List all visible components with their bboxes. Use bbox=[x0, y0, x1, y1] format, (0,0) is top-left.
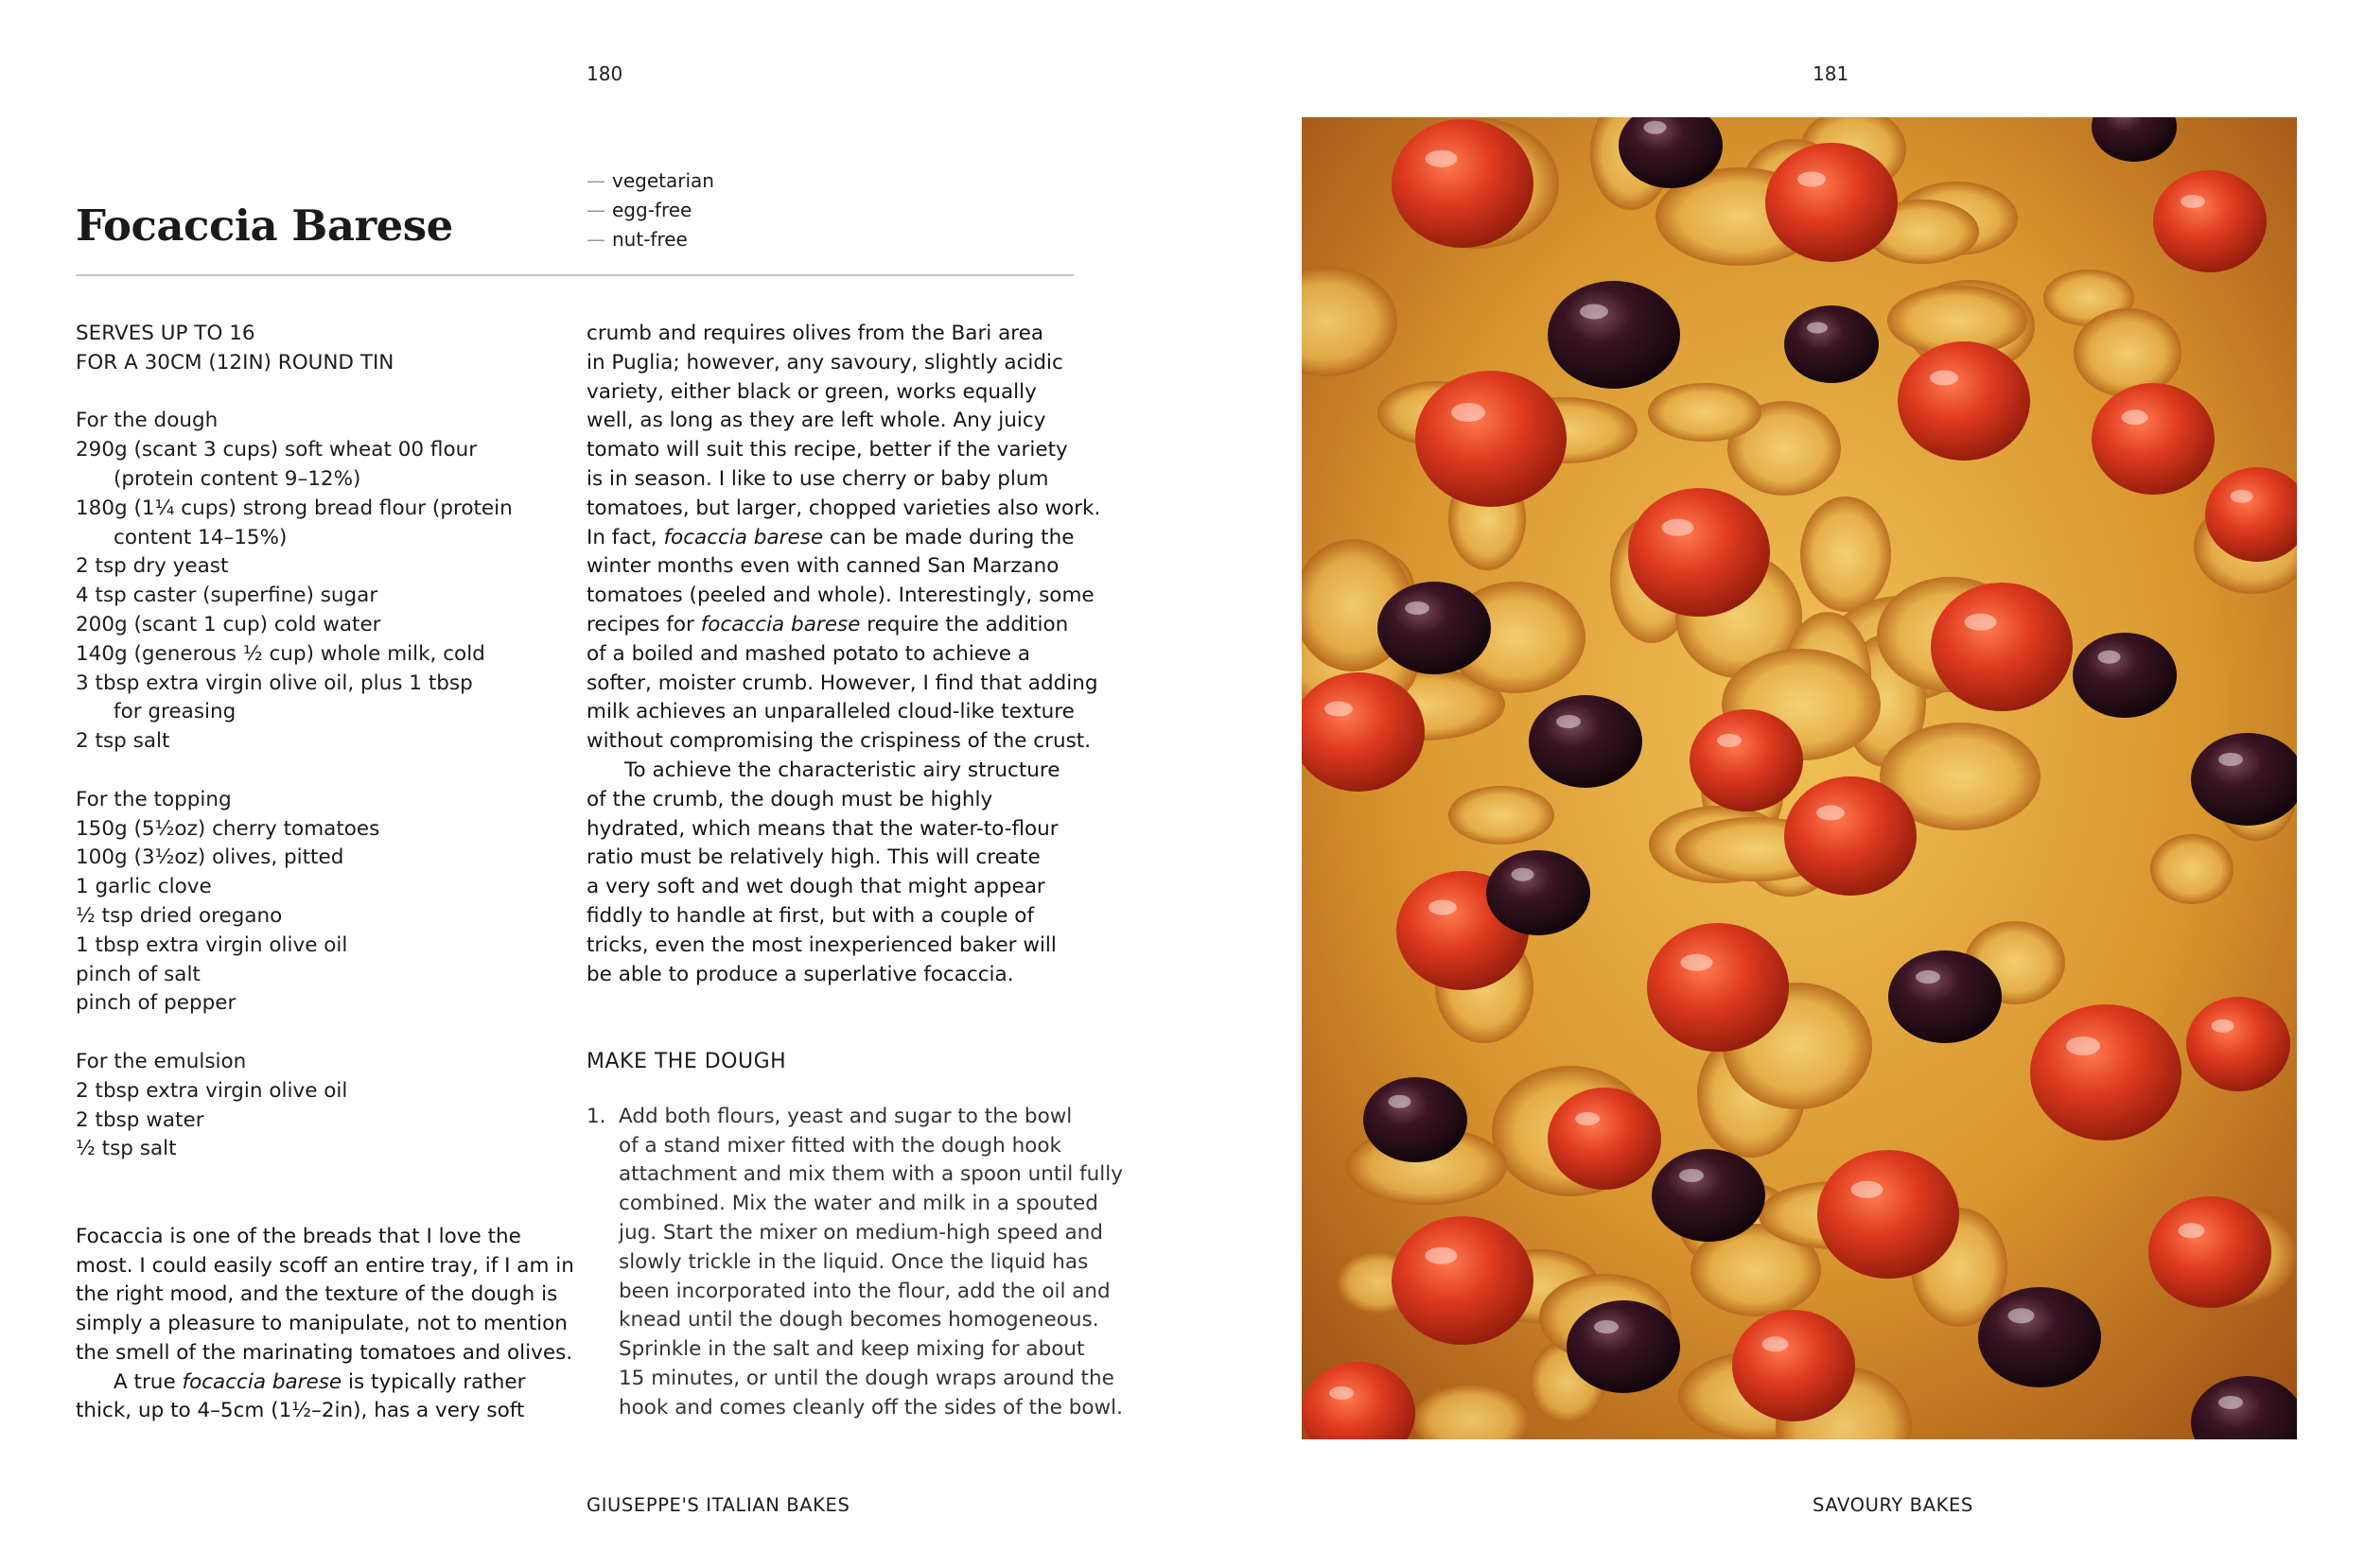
paragraph-line: tricks, even the most inexperienced baker will bbox=[587, 932, 1057, 957]
cherry-tomato bbox=[1690, 709, 1803, 811]
cherry-tomato bbox=[2148, 1196, 2271, 1308]
highlight bbox=[2212, 1019, 2234, 1033]
dough-ingredient-line: 4 tsp caster (superfine) sugar bbox=[76, 584, 378, 608]
highlight bbox=[1930, 371, 1958, 386]
highlight bbox=[1556, 715, 1581, 728]
cherry-tomato bbox=[1647, 923, 1789, 1052]
step-line: slowly trickle in the liquid. Once the liquid has bbox=[619, 1249, 1089, 1274]
step-line: hook and comes cleanly off the sides of the bowl. bbox=[619, 1395, 1123, 1420]
focaccia-photo bbox=[1302, 117, 2297, 1439]
cherry-tomato bbox=[1784, 776, 1917, 896]
cherry-tomato bbox=[1732, 1310, 1855, 1421]
dietary-tag: — egg-free bbox=[587, 199, 692, 221]
paragraph-line: variety, either black or green, works equally bbox=[587, 379, 1037, 404]
topping-ingredient-line: 1 tbsp extra virgin olive oil bbox=[76, 932, 348, 957]
paragraph-line: well, as long as they are left whole. Any juicy bbox=[587, 409, 1046, 433]
title-divider bbox=[76, 274, 1074, 276]
emulsion-ingredient-line: 2 tbsp water bbox=[76, 1107, 204, 1132]
paragraph-line: be able to produce a superlative focaccia. bbox=[587, 962, 1014, 986]
highlight bbox=[1580, 305, 1608, 320]
paragraph-line: fiddly to handle at first, but with a couple of bbox=[587, 903, 1035, 928]
paragraph-line: A true focaccia barese is typically rather bbox=[114, 1369, 526, 1394]
dough-dimple bbox=[2150, 834, 2234, 904]
highlight bbox=[1428, 900, 1457, 915]
topping-ingredient-line: ½ tsp dried oregano bbox=[76, 903, 283, 928]
highlight bbox=[1426, 1247, 1458, 1264]
focaccia-illustration bbox=[1302, 117, 2297, 1439]
highlight bbox=[1405, 601, 1429, 615]
emulsion-ingredient-line: 2 tbsp extra virgin olive oil bbox=[76, 1078, 348, 1103]
cherry-tomato bbox=[1415, 371, 1567, 507]
highlight bbox=[1451, 403, 1485, 422]
dough-dimple bbox=[1448, 786, 1554, 845]
paragraph-line: ratio must be relatively high. This will create bbox=[587, 845, 1041, 870]
dough-ingredient-line: 3 tbsp extra virgin olive oil, plus 1 tbsp bbox=[76, 671, 473, 695]
paragraph-line: Focaccia is one of the breads that I love the bbox=[76, 1224, 521, 1248]
paragraph-line: To achieve the characteristic airy structure bbox=[624, 758, 1060, 782]
highlight bbox=[1575, 1112, 1600, 1125]
highlight bbox=[2181, 195, 2205, 208]
paragraph-line: crumb and requires olives from the Bari area bbox=[587, 322, 1044, 345]
paragraph-line: tomato will suit this recipe, better if the variety bbox=[587, 438, 1068, 462]
cherry-tomato bbox=[1548, 1088, 1661, 1190]
highlight bbox=[1681, 954, 1713, 971]
highlight bbox=[1816, 806, 1845, 821]
paragraph-line: simply a pleasure to manipulate, not to mention bbox=[76, 1312, 568, 1336]
cherry-tomato bbox=[1898, 341, 2030, 461]
step-line: jug. Start the mixer on medium-high speed and bbox=[619, 1220, 1103, 1245]
highlight bbox=[1512, 868, 1534, 881]
highlight bbox=[1851, 1181, 1883, 1198]
highlight bbox=[1797, 172, 1826, 187]
paragraph-line: in Puglia; however, any savoury, slightly acidic bbox=[587, 350, 1063, 375]
highlight bbox=[1679, 1169, 1704, 1182]
topping-ingredient-line: 1 garlic clove bbox=[76, 875, 212, 899]
cherry-tomato bbox=[2186, 997, 2290, 1091]
dietary-tag: — nut-free bbox=[587, 228, 688, 251]
paragraph-line: the right mood, and the texture of the dough is bbox=[76, 1282, 558, 1307]
highlight bbox=[2098, 651, 2121, 664]
dough-dimple bbox=[2074, 308, 2181, 397]
olive bbox=[1567, 1300, 1680, 1393]
topping-ingredient-line: 100g (3½oz) olives, pitted bbox=[76, 845, 344, 870]
olive bbox=[1529, 695, 1642, 788]
olive bbox=[1377, 582, 1491, 674]
olive bbox=[1363, 1077, 1467, 1162]
dough-dimple bbox=[1800, 497, 1891, 612]
highlight bbox=[1324, 702, 1353, 717]
topping-heading: For the topping bbox=[76, 787, 232, 811]
cherry-tomato bbox=[2153, 170, 2267, 272]
method-step-1 bbox=[587, 1103, 1123, 1423]
step-line: Add both flours, yeast and sugar to the bowl bbox=[619, 1104, 1073, 1128]
step-text bbox=[619, 1103, 1123, 1423]
paragraph-line: tomatoes (peeled and whole). Interestingly, some bbox=[587, 584, 1095, 608]
paragraph-line: softer, moister crumb. However, I find that adding bbox=[587, 671, 1098, 695]
ingredients-column bbox=[76, 320, 577, 1426]
dough-ingredient-line: (protein content 9–12%) bbox=[114, 466, 361, 491]
highlight bbox=[2066, 1037, 2100, 1055]
dietary-tag: — vegetarian bbox=[587, 169, 714, 192]
intro-paragraph-left bbox=[76, 1223, 577, 1427]
dough-ingredient-line: 290g (scant 3 cups) soft wheat 00 flour bbox=[76, 438, 478, 462]
dough-ingredient-list bbox=[76, 436, 577, 757]
dough-ingredient-line: 180g (1¼ cups) strong bread flour (protein bbox=[76, 496, 513, 520]
highlight bbox=[1965, 614, 1997, 631]
paragraph-line: In fact, focaccia barese can be made during the bbox=[587, 525, 1075, 549]
paragraph-line: a very soft and wet dough that might appear bbox=[587, 875, 1045, 899]
highlight bbox=[1662, 519, 1694, 536]
highlight bbox=[2218, 753, 2243, 766]
method-column bbox=[587, 320, 1123, 1422]
olive bbox=[1652, 1149, 1765, 1242]
olive bbox=[1784, 305, 1879, 383]
highlight bbox=[2218, 1396, 2243, 1409]
emulsion-ingredient-list bbox=[76, 1077, 577, 1164]
paragraph-line: of the crumb, the dough must be highly bbox=[587, 787, 993, 811]
step-line: knead until the dough becomes homogeneous. bbox=[619, 1308, 1099, 1333]
paragraph-line: hydrated, which means that the water-to-flour bbox=[587, 816, 1059, 841]
topping-ingredient-line: pinch of salt bbox=[76, 962, 201, 986]
page-number-right: 181 bbox=[1813, 62, 1849, 85]
highlight bbox=[1644, 121, 1667, 134]
olive bbox=[1486, 850, 1590, 935]
highlight bbox=[1807, 322, 1828, 334]
paragraph-line: without compromising the crispiness of the crust. bbox=[587, 729, 1092, 754]
dough-ingredient-line: 200g (scant 1 cup) cold water bbox=[76, 612, 381, 636]
highlight bbox=[1426, 150, 1458, 167]
dough-heading: For the dough bbox=[76, 409, 219, 433]
topping-ingredient-line: 150g (5½oz) cherry tomatoes bbox=[76, 816, 380, 841]
emulsion-ingredient-line: ½ tsp salt bbox=[76, 1137, 177, 1161]
paragraph-line: the smell of the marinating tomatoes and olives. bbox=[76, 1340, 573, 1365]
emulsion-heading: For the emulsion bbox=[76, 1049, 247, 1073]
paragraph-line: milk achieves an unparalleled cloud-like texture bbox=[587, 700, 1075, 724]
dough-ingredient-line: 140g (generous ½ cup) whole milk, cold bbox=[76, 641, 485, 666]
cherry-tomato bbox=[1765, 143, 1898, 262]
cherry-tomato bbox=[1931, 583, 2073, 711]
recipe-title: Focaccia Barese bbox=[76, 200, 453, 251]
cherry-tomato bbox=[1392, 119, 1533, 248]
footer-book-title: GIUSEPPE'S ITALIAN BAKES bbox=[587, 1494, 850, 1516]
step-line: Sprinkle in the salt and keep mixing for about bbox=[619, 1337, 1085, 1362]
dough-ingredient-line: 2 tsp dry yeast bbox=[76, 554, 229, 579]
footer-section-title: SAVOURY BAKES bbox=[1813, 1494, 1973, 1516]
highlight bbox=[1762, 1336, 1789, 1351]
topping-ingredient-list bbox=[76, 815, 577, 1019]
highlight bbox=[1389, 1095, 1411, 1108]
dough-ingredient-line: 2 tsp salt bbox=[76, 729, 170, 754]
olive bbox=[1978, 1287, 2101, 1387]
dietary-tags bbox=[587, 166, 714, 254]
olive bbox=[2073, 633, 2177, 718]
paragraph-line: recipes for focaccia barese require the addition bbox=[587, 612, 1069, 636]
step-line: combined. Mix the water and milk in a spouted bbox=[619, 1192, 1098, 1216]
olive bbox=[1888, 950, 2002, 1043]
olive bbox=[1548, 281, 1680, 389]
highlight bbox=[2008, 1308, 2035, 1323]
highlight bbox=[2179, 1223, 2205, 1238]
cherry-tomato bbox=[1392, 1216, 1533, 1345]
cherry-tomato bbox=[2030, 1004, 2181, 1141]
step-line: of a stand mixer fitted with the dough hook bbox=[619, 1133, 1061, 1158]
step-line: been incorporated into the flour, add the oil and bbox=[619, 1279, 1111, 1303]
intro-paragraph-right bbox=[587, 320, 1101, 989]
step-number: 1. bbox=[587, 1104, 606, 1128]
paragraph-line: is in season. I like to use cherry or baby plum bbox=[587, 466, 1049, 491]
step-line: attachment and mix them with a spoon until fully bbox=[619, 1162, 1123, 1187]
topping-ingredient-line: pinch of pepper bbox=[76, 991, 236, 1016]
highlight bbox=[2122, 409, 2148, 425]
highlight bbox=[1329, 1386, 1354, 1400]
highlight bbox=[1717, 734, 1742, 747]
page-number-left: 180 bbox=[587, 62, 623, 85]
dough-ingredient-line: content 14–15%) bbox=[114, 525, 288, 549]
highlight bbox=[1916, 970, 1940, 984]
paragraph-line: thick, up to 4–5cm (1½–2in), has a very soft bbox=[76, 1399, 525, 1423]
highlight bbox=[1594, 1320, 1619, 1333]
highlight bbox=[2231, 490, 2253, 503]
cherry-tomato bbox=[1628, 488, 1770, 617]
dough-dimple bbox=[1648, 383, 1761, 442]
dough-ingredient-line: for greasing bbox=[114, 700, 236, 724]
serves-line: SERVES UP TO 16 bbox=[76, 322, 255, 345]
cherry-tomato bbox=[1817, 1150, 1959, 1279]
paragraph-line: most. I could easily scoff an entire tray, if I am in bbox=[76, 1253, 574, 1278]
cherry-tomato bbox=[2092, 383, 2215, 495]
paragraph-line: tomatoes, but larger, chopped varieties also work. bbox=[587, 496, 1101, 520]
paragraph-line: of a boiled and mashed potato to achieve a bbox=[587, 641, 1030, 666]
step-line: 15 minutes, or until the dough wraps around the bbox=[619, 1366, 1114, 1390]
make-dough-heading: MAKE THE DOUGH bbox=[587, 1049, 787, 1073]
tin-size-line: FOR A 30CM (12IN) ROUND TIN bbox=[76, 350, 394, 375]
paragraph-line: winter months even with canned San Marzano bbox=[587, 554, 1060, 579]
